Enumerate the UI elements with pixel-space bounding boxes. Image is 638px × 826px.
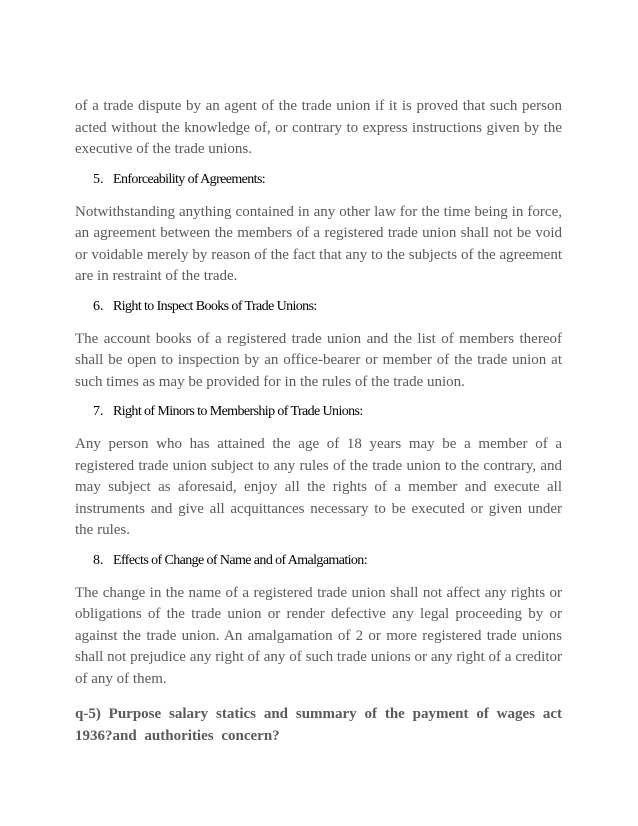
- section-title: Right to Inspect Books of Trade Unions:: [113, 298, 317, 314]
- question-heading: q-5) Purpose salary statics and summary of the payment of wages act 1936?and authorities concern?: [75, 706, 562, 744]
- section-body-8: The change in the name of a registered trade union shall not affect any rights or obligations of the trade union or render defective any legal proceeding by or against the trade union. An amalgamation of 2 or more registered trade unions shall not prejudice any right of any of such trade unions or any right of a creditor of any of them.: [75, 584, 562, 687]
- document-page: [75, 96, 562, 747]
- section-number: 6.: [93, 298, 104, 314]
- section-heading-5: [75, 170, 562, 190]
- section-heading-6: [75, 297, 562, 317]
- section-number: 8.: [93, 552, 104, 568]
- section-body-6: The account books of a registered trade union and the list of members thereof shall be open to inspection by an office-bearer or member of the trade union at such times as may be provided for in the rules of the trade union.: [75, 330, 562, 390]
- section-number: 7.: [93, 404, 104, 419]
- section-body-7: Any person who has attained the age of 18 years may be a member of a registered trade union subject to any rules of the trade union to the contrary, and may subject as aforesaid, enjoy all the rights of a member and execute all instruments and give all acquittances necessary to be executed or given under the rules.: [75, 436, 562, 538]
- section-title: Enforceability of Agreements:: [113, 171, 266, 187]
- section-title: Right of Minors to Membership of Trade Unions:: [113, 404, 363, 419]
- section-body-5: Notwithstanding anything contained in any other law for the time being in force, an agreement between the members of a registered trade union shall not be void or voidable merely by reason of the fact that any to the subjects of the agreement are in restraint of the trade.: [75, 203, 562, 284]
- section-heading-8: [75, 551, 562, 571]
- section-title: Effects of Change of Name and of Amalgamation:: [113, 552, 368, 568]
- section-heading-7: [75, 402, 562, 422]
- intro-paragraph: of a trade dispute by an agent of the trade union if it is proved that such person acted without the knowledge of, or contrary to express instructions given by the executive of the trade unions.: [75, 98, 562, 157]
- section-number: 5.: [93, 171, 104, 187]
